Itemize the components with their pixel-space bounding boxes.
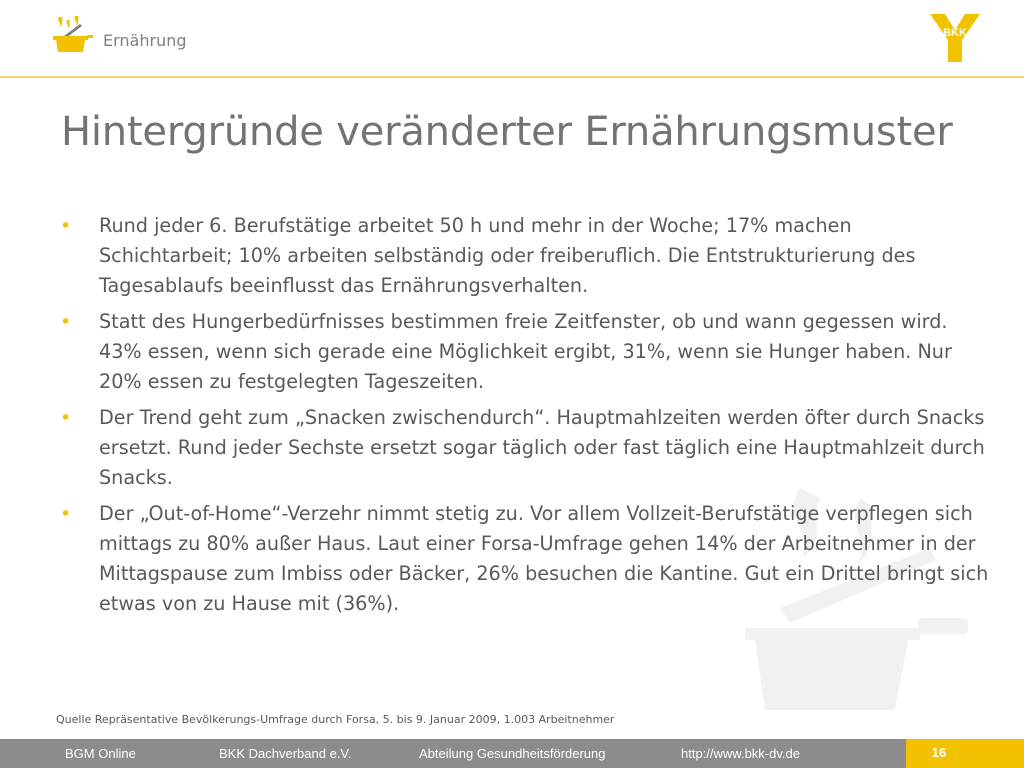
bullet-item — [60, 499, 990, 619]
bullet-text: Statt des Hungerbedürfnisses bestimmen freie Zeitfenster, ob und wann gegessen wird. 43% essen, wenn sich gerade eine Möglichkeit ergibt, 31%, wenn sie Hunger haben. Nur 20% essen zu festgelegten Tageszeiten. — [99, 310, 952, 393]
bullet-text: Der „Out-of-Home“-Verzehr nimmt stetig zu. Vor allem Vollzeit-Berufstätige verpflegen sich mittags zu 80% außer Haus. Laut einer Forsa-Umfrage gehen 14% der Arbeitnehmer in der Mittagspause zum Imbiss oder Bäcker, 26% besuchen die Kantine. Gut ein Drittel bringt sich etwas von zu Hause mit (36%). — [99, 502, 989, 615]
footer-item-department: Abteilung Gesundheitsförderung — [419, 746, 606, 761]
bullet-marker: • — [60, 311, 72, 333]
bullet-text: Der Trend geht zum „Snacken zwischendurch“. Hauptmahlzeiten werden öfter durch Snacks ersetzt. Rund jeder Sechste ersetzt sogar täglich oder fast täglich eine Hauptmahlzeit durch Snacks. — [99, 406, 985, 489]
bullet-marker: • — [60, 215, 72, 237]
page-number: 16 — [931, 745, 947, 760]
bkk-logo-text: BKK — [943, 27, 967, 39]
header-divider — [0, 76, 1024, 78]
section-label: Ernährung — [103, 31, 187, 50]
cooking-pot-icon — [50, 14, 94, 54]
footer-website-link[interactable]: http://www.bkk-dv.de — [681, 746, 800, 761]
source-note: Quelle Repräsentative Bevölkerungs-Umfrage durch Forsa, 5. bis 9. Januar 2009, 1.003 Arbeitnehmer — [56, 713, 615, 726]
footer-item-organization: BKK Dachverband e.V. — [219, 746, 352, 761]
footer-bar — [0, 739, 1024, 768]
bullet-marker: • — [60, 503, 72, 525]
slide-title: Hintergründe veränderter Ernährungsmuster — [61, 109, 953, 155]
bullet-list — [60, 211, 990, 625]
bullet-item — [60, 211, 990, 301]
bullet-item — [60, 403, 990, 493]
footer-item-bgm: BGM Online — [65, 746, 136, 761]
bkk-logo — [928, 12, 982, 64]
bullet-item — [60, 307, 990, 397]
page-number-box — [906, 739, 1024, 768]
bullet-marker: • — [60, 407, 72, 429]
bullet-text: Rund jeder 6. Berufstätige arbeitet 50 h und mehr in der Woche; 17% machen Schichtarbeit; 10% arbeiten selbständig oder freiberuflich. Die Entstrukturierung des Tagesablaufs beeinflusst das Ernährungsverhalten. — [99, 214, 916, 297]
